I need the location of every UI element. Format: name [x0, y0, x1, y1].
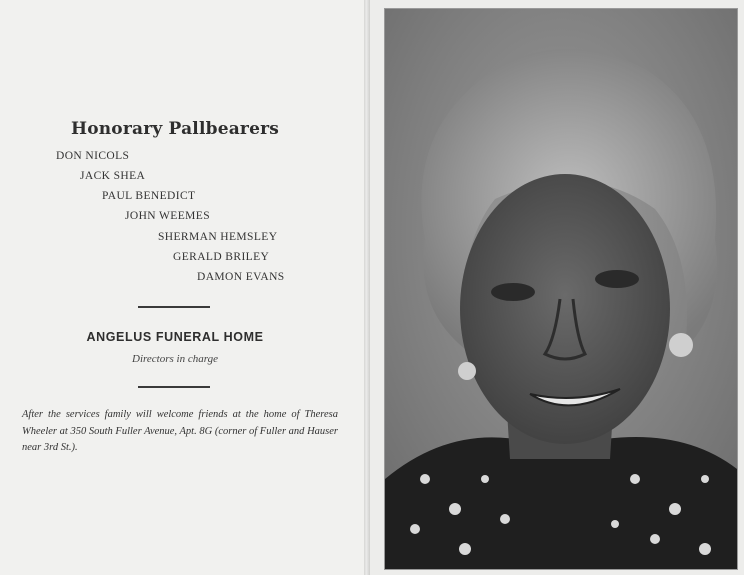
portrait-photo — [384, 8, 738, 570]
pallbearer-name: DON NICOLS — [56, 150, 130, 162]
pallbearer-name: PAUL BENEDICT — [102, 190, 196, 202]
portrait-illustration — [385, 9, 737, 569]
directors-subtitle: Directors in charge — [132, 353, 218, 365]
left-page — [0, 0, 366, 575]
pallbearer-name: JACK SHEA — [80, 170, 146, 182]
reception-notice: After the services family will welcome friends at the home of Theresa Wheeler at 350 South Fuller Avenue, Apt. 8G (corner of Fuller and Hauser near 3rd St.). — [22, 409, 338, 453]
pallbearer-name: GERALD BRILEY — [173, 251, 270, 263]
pallbearer-name: SHERMAN HEMSLEY — [158, 231, 278, 243]
funeral-home-name: ANGELUS FUNERAL HOME — [86, 330, 264, 344]
pallbearers-heading: Honorary Pallbearers — [70, 119, 280, 139]
pallbearer-name: DAMON EVANS — [197, 271, 285, 283]
divider-rule — [138, 386, 210, 388]
divider-rule — [138, 306, 210, 308]
pallbearer-name: JOHN WEEMES — [125, 210, 211, 222]
